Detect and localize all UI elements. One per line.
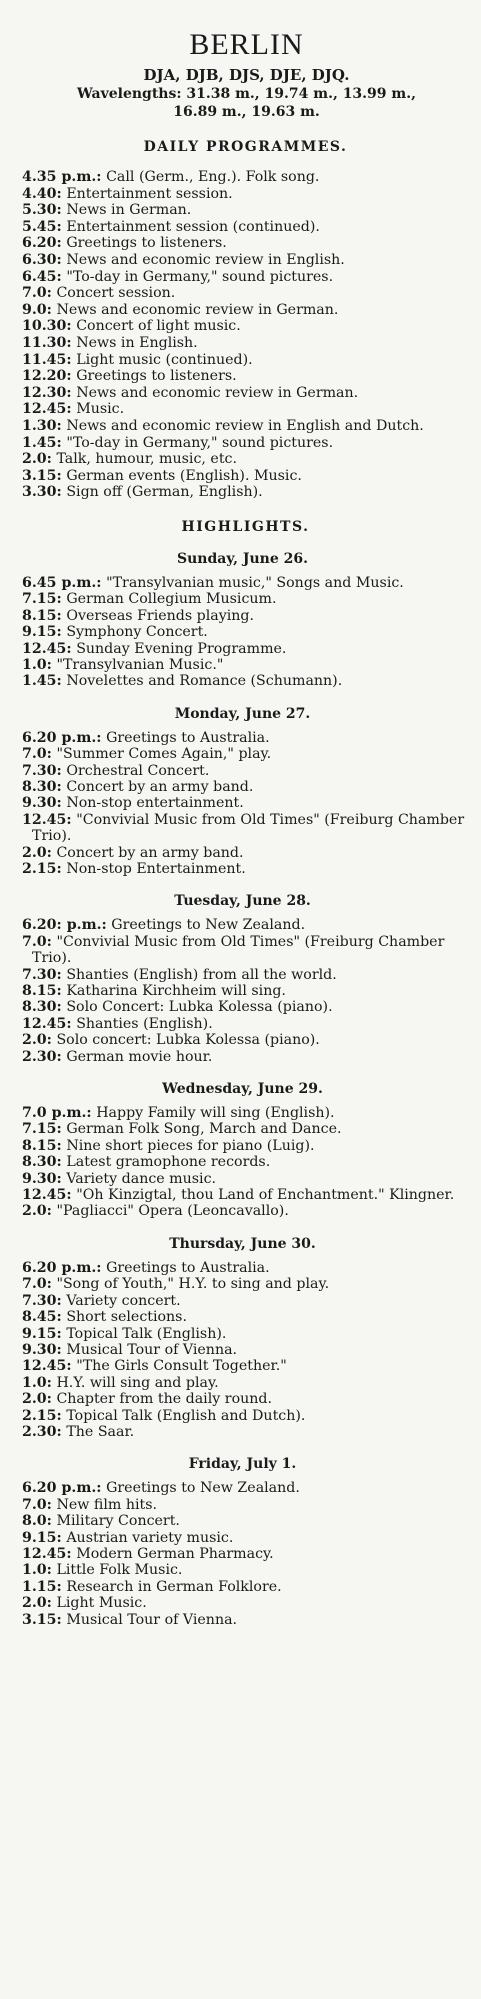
- entry-text: Concert of light music.: [76, 318, 241, 335]
- entry-time: 8.15:: [22, 983, 62, 999]
- entry-text: Austrian variety music.: [66, 1529, 234, 1546]
- entry-text: The Saar.: [66, 1423, 135, 1440]
- programme-entry: [22, 1342, 480, 1358]
- entry-text: New film hits.: [56, 1496, 158, 1513]
- entry-time: 3.15:: [22, 467, 62, 484]
- entry-time: 2.0:: [22, 1203, 52, 1220]
- programme-entry: [22, 934, 480, 967]
- entry-time: 6.20 p.m.:: [22, 729, 102, 746]
- entry-time: 7.15:: [22, 1121, 62, 1138]
- entry-time: 7.0:: [22, 285, 52, 302]
- programme-entry: [22, 451, 480, 468]
- entry-time: 1.45:: [22, 434, 62, 451]
- programme-entry: [22, 186, 480, 203]
- entry-time: 2.30:: [22, 1048, 62, 1065]
- entry-text: Greetings to New Zealand.: [111, 917, 306, 934]
- entry-text: Modern German Pharmacy.: [76, 1545, 274, 1562]
- entry-text: Musical Tour of Vienna.: [66, 1341, 238, 1358]
- day-heading: Thursday, June 30.: [169, 1235, 316, 1252]
- entry-time: 9.30:: [22, 1170, 62, 1187]
- programme-entry: [22, 468, 480, 485]
- entry-time: 2.15:: [22, 1407, 62, 1424]
- entry-time: 7.0:: [22, 1276, 52, 1293]
- entry-time: 12.45:: [22, 1358, 72, 1375]
- programme-entry: [22, 285, 480, 302]
- entry-text: "Convivial Music from Old Times" (Freiburg Chamber Trio).: [32, 933, 445, 967]
- entry-time: 4.35 p.m.:: [22, 169, 102, 185]
- entry-time: 1.15:: [22, 1578, 62, 1595]
- entry-time: 12.30:: [22, 384, 72, 401]
- entry-text: H.Y. will sing and play.: [56, 1374, 219, 1391]
- entry-time: 12.45:: [22, 640, 72, 657]
- entry-time: 9.15:: [22, 1325, 62, 1342]
- programme-entry: [22, 1293, 480, 1309]
- entry-text: Talk, humour, music, etc.: [56, 451, 237, 468]
- programme-entry: [22, 812, 480, 845]
- programme-entry: [22, 269, 480, 286]
- programme-entry: [22, 1276, 480, 1292]
- entry-text: "Transylvanian Music.": [56, 656, 224, 673]
- entry-time: 12.45:: [22, 1015, 72, 1032]
- entry-time: 11.45:: [22, 351, 72, 368]
- entry-time: 6.45 p.m.:: [22, 574, 102, 591]
- entry-time: 9.30:: [22, 795, 62, 812]
- entry-time: 2.15:: [22, 860, 62, 877]
- entry-time: 8.15:: [22, 1137, 62, 1154]
- entry-time: 9.15:: [22, 1529, 62, 1546]
- entry-time: 2.30:: [22, 1423, 62, 1440]
- day-programme-list: [22, 730, 481, 878]
- highlights-heading: HIGHLIGHTS.: [181, 518, 310, 535]
- programme-entry: [22, 1375, 480, 1391]
- entry-text: "To-day in Germany," sound pictures.: [66, 434, 334, 451]
- entry-text: German movie hour.: [66, 1048, 213, 1065]
- entry-text: Concert session.: [56, 285, 176, 302]
- programme-entry: [22, 1260, 480, 1276]
- programme-entry: [22, 1513, 480, 1529]
- highlights-days: [22, 551, 481, 1628]
- programme-entry: [22, 484, 480, 501]
- day-heading: Sunday, June 26.: [177, 550, 308, 567]
- programme-entry: [22, 1326, 480, 1342]
- programme-entry: [22, 591, 480, 607]
- entry-time: 9.0:: [22, 301, 52, 318]
- entry-time: 8.30:: [22, 1154, 62, 1171]
- day-heading: Monday, June 27.: [174, 705, 311, 722]
- entry-text: Short selections.: [66, 1309, 187, 1326]
- entry-text: Nine short pieces for piano (Luig).: [66, 1137, 315, 1154]
- programme-entry: [22, 624, 480, 640]
- entry-time: 4.40:: [22, 185, 62, 202]
- entry-text: German events (English). Music.: [66, 467, 302, 484]
- programme-entry: [22, 1497, 480, 1513]
- entry-text: "Oh Kinzigtal, thou Land of Enchantment." Klingner.: [76, 1187, 455, 1204]
- entry-time: 8.15:: [22, 607, 62, 624]
- entry-text: Symphony Concert.: [66, 624, 208, 641]
- entry-text: Call (Germ., Eng.). Folk song.: [106, 169, 320, 185]
- programme-entry: [22, 1612, 480, 1628]
- entry-text: Greetings to listeners.: [66, 235, 227, 252]
- entry-time: 2.0:: [22, 1595, 52, 1612]
- programme-entry: [22, 746, 480, 762]
- programme-entry: [22, 169, 480, 186]
- entry-text: Happy Family will sing (English).: [96, 1105, 335, 1122]
- station-title: BERLIN: [189, 28, 304, 61]
- entry-text: News and economic review in German.: [56, 301, 339, 318]
- programme-entry: [22, 730, 480, 746]
- entry-time: 6.20: p.m.:: [22, 917, 107, 934]
- entry-text: German Collegium Musicum.: [66, 591, 277, 608]
- programme-entry: [22, 1187, 480, 1203]
- entry-text: Concert by an army band.: [66, 778, 254, 795]
- programme-entry: [22, 1562, 480, 1578]
- entry-text: "To-day in Germany," sound pictures.: [66, 268, 334, 285]
- entry-text: Military Concert.: [56, 1513, 180, 1530]
- day-programme-list: [22, 1105, 481, 1220]
- programme-entry: [22, 1480, 480, 1496]
- programme-entry: [22, 1391, 480, 1407]
- entry-text: Variety concert.: [66, 1292, 181, 1309]
- programme-entry: [22, 795, 480, 811]
- entry-text: Music.: [76, 401, 125, 418]
- entry-text: "Summer Comes Again," play.: [56, 746, 272, 763]
- entry-time: 6.20 p.m.:: [22, 1259, 102, 1276]
- entry-text: Novelettes and Romance (Schumann).: [66, 673, 343, 690]
- programme-entry: [22, 1546, 480, 1562]
- entry-time: 7.0:: [22, 746, 52, 763]
- entry-time: 8.30:: [22, 778, 62, 795]
- programme-entry: [22, 1154, 480, 1170]
- entry-text: Chapter from the daily round.: [56, 1391, 272, 1408]
- entry-text: "Song of Youth," H.Y. to sing and play.: [56, 1276, 330, 1293]
- entry-time: 9.15:: [22, 624, 62, 641]
- entry-time: 1.0:: [22, 1562, 52, 1579]
- entry-text: Greetings to Australia.: [106, 729, 270, 746]
- programme-entry: [22, 418, 480, 435]
- programme-entry: [22, 302, 480, 319]
- entry-text: "Convivial Music from Old Times" (Freiburg Chamber Trio).: [32, 811, 465, 845]
- entry-text: News and economic review in English.: [66, 251, 345, 268]
- programme-entry: [22, 1203, 480, 1219]
- entry-text: Greetings to listeners.: [76, 368, 237, 385]
- entry-text: Entertainment session.: [66, 185, 233, 202]
- programme-entry: [22, 763, 480, 779]
- entry-text: Non-stop entertainment.: [66, 795, 244, 812]
- entry-text: Concert by an army band.: [56, 844, 244, 861]
- programme-entry: [22, 575, 480, 591]
- entry-text: Shanties (English) from all the world.: [66, 966, 337, 983]
- call-signs: DJA, DJB, DJS, DJE, DJQ.: [143, 66, 350, 84]
- entry-text: Shanties (English).: [76, 1015, 213, 1032]
- programme-entry: [22, 1530, 480, 1546]
- entry-time: 12.20:: [22, 368, 72, 385]
- entry-time: 7.30:: [22, 762, 62, 779]
- entry-time: 2.0:: [22, 451, 52, 468]
- programme-entry: [22, 352, 480, 369]
- entry-time: 7.30:: [22, 1292, 62, 1309]
- entry-text: Sign off (German, English).: [66, 484, 263, 501]
- entry-time: 12.45:: [22, 811, 72, 828]
- programme-entry: [22, 1049, 480, 1065]
- entry-time: 2.0:: [22, 1032, 52, 1049]
- entry-time: 8.30:: [22, 999, 62, 1016]
- entry-text: Topical Talk (English).: [66, 1325, 227, 1342]
- programme-entry: [22, 999, 480, 1015]
- programme-entry: [22, 435, 480, 452]
- programme-entry: [22, 318, 480, 335]
- entry-time: 5.30:: [22, 202, 62, 219]
- entry-text: "The Girls Consult Together.": [76, 1358, 287, 1375]
- entry-text: Light Music.: [56, 1595, 147, 1612]
- programme-entry: [22, 1358, 480, 1374]
- entry-text: "Pagliacci" Opera (Leoncavallo).: [56, 1203, 289, 1220]
- programme-entry: [22, 1424, 480, 1440]
- programme-entry: [22, 845, 480, 861]
- programme-entry: [22, 779, 480, 795]
- entry-text: Katharina Kirchheim will sing.: [66, 983, 286, 999]
- day-heading: Wednesday, June 29.: [162, 1081, 323, 1098]
- entry-text: Topical Talk (English and Dutch).: [66, 1407, 306, 1424]
- programme-entry: [22, 1171, 480, 1187]
- entry-text: Greetings to Australia.: [106, 1259, 270, 1276]
- entry-text: Solo Concert: Lubka Kolessa (piano).: [66, 999, 333, 1016]
- programme-entry: [22, 1032, 480, 1048]
- entry-time: 8.45:: [22, 1309, 62, 1326]
- entry-text: Light music (continued).: [76, 351, 253, 368]
- programme-entry: [22, 641, 480, 657]
- programme-entry: [22, 657, 480, 673]
- day-programme-list: [22, 1480, 481, 1628]
- programme-entry: [22, 1138, 480, 1154]
- entry-time: 3.30:: [22, 484, 62, 501]
- entry-time: 1.45:: [22, 673, 62, 690]
- entry-time: 12.45:: [22, 401, 72, 418]
- day-heading: Friday, July 1.: [188, 1456, 297, 1473]
- entry-time: 1.30:: [22, 417, 62, 434]
- entry-time: 7.30:: [22, 966, 62, 983]
- programme-entry: [22, 861, 480, 877]
- entry-text: Non-stop Entertainment.: [66, 860, 246, 877]
- day-programme-list: [22, 575, 481, 690]
- entry-time: 10.30:: [22, 318, 72, 335]
- programme-entry: [22, 983, 480, 999]
- entry-time: 8.0:: [22, 1513, 52, 1530]
- entry-time: 1.0:: [22, 1374, 52, 1391]
- entry-text: Musical Tour of Vienna.: [66, 1611, 238, 1628]
- daily-programme-list: [22, 169, 481, 501]
- daily-programmes-heading: DAILY PROGRAMMES.: [143, 139, 348, 155]
- programme-entry: [22, 401, 480, 418]
- programme-entry: [22, 917, 480, 933]
- programme-entry: [22, 1408, 480, 1424]
- programme-entry: [22, 673, 480, 689]
- programme-entry: [22, 219, 480, 236]
- entry-text: Orchestral Concert.: [66, 762, 210, 779]
- programme-entry: [22, 1595, 480, 1611]
- entry-time: 1.0:: [22, 656, 52, 673]
- entry-text: Greetings to New Zealand.: [106, 1480, 300, 1497]
- entry-time: 6.20 p.m.:: [22, 1480, 102, 1497]
- programme-entry: [22, 385, 480, 402]
- entry-text: News and economic review in English and Dutch.: [66, 417, 424, 434]
- entry-text: News in English.: [76, 334, 198, 351]
- entry-time: 7.15:: [22, 591, 62, 608]
- programme-entry: [22, 202, 480, 219]
- entry-text: Latest gramophone records.: [66, 1154, 271, 1171]
- entry-text: Variety dance music.: [66, 1170, 217, 1187]
- programme-entry: [22, 608, 480, 624]
- entry-time: 2.0:: [22, 844, 52, 861]
- entry-text: Solo concert: Lubka Kolessa (piano).: [56, 1032, 320, 1049]
- entry-time: 7.0 p.m.:: [22, 1105, 92, 1122]
- entry-text: Little Folk Music.: [56, 1562, 183, 1579]
- wavelengths-line-2: 16.89 m., 19.63 m.: [173, 104, 320, 120]
- entry-time: 7.0:: [22, 1496, 52, 1513]
- entry-time: 6.30:: [22, 251, 62, 268]
- entry-time: 12.45:: [22, 1187, 72, 1204]
- day-programme-list: [22, 1260, 481, 1440]
- programme-entry: [22, 967, 480, 983]
- programme-entry: [22, 335, 480, 352]
- entry-text: News in German.: [66, 202, 192, 219]
- programme-entry: [22, 1579, 480, 1595]
- entry-text: Overseas Friends playing.: [66, 607, 254, 624]
- entry-time: 9.30:: [22, 1341, 62, 1358]
- programme-entry: [22, 1016, 480, 1032]
- programme-entry: [22, 235, 480, 252]
- entry-time: 5.45:: [22, 218, 62, 235]
- entry-time: 6.45:: [22, 268, 62, 285]
- entry-text: "Transylvanian music," Songs and Music.: [106, 574, 404, 591]
- wavelengths-line-1: Wavelengths: 31.38 m., 19.74 m., 13.99 m.,: [77, 86, 416, 102]
- entry-time: 3.15:: [22, 1611, 62, 1628]
- entry-text: Entertainment session (continued).: [66, 218, 320, 235]
- entry-time: 11.30:: [22, 334, 72, 351]
- programme-entry: [22, 368, 480, 385]
- entry-time: 2.0:: [22, 1391, 52, 1408]
- entry-text: Sunday Evening Programme.: [76, 640, 287, 657]
- entry-time: 6.20:: [22, 235, 62, 252]
- programme-entry: [22, 1121, 480, 1137]
- programme-entry: [22, 1309, 480, 1325]
- programme-entry: [22, 1105, 480, 1121]
- entry-text: German Folk Song, March and Dance.: [66, 1121, 342, 1138]
- day-programme-list: [22, 917, 481, 1065]
- entry-text: News and economic review in German.: [76, 384, 359, 401]
- entry-time: 7.0:: [22, 933, 52, 950]
- entry-text: Research in German Folklore.: [66, 1578, 282, 1595]
- entry-time: 12.45:: [22, 1545, 72, 1562]
- day-heading: Tuesday, June 28.: [174, 893, 311, 910]
- programme-entry: [22, 252, 480, 269]
